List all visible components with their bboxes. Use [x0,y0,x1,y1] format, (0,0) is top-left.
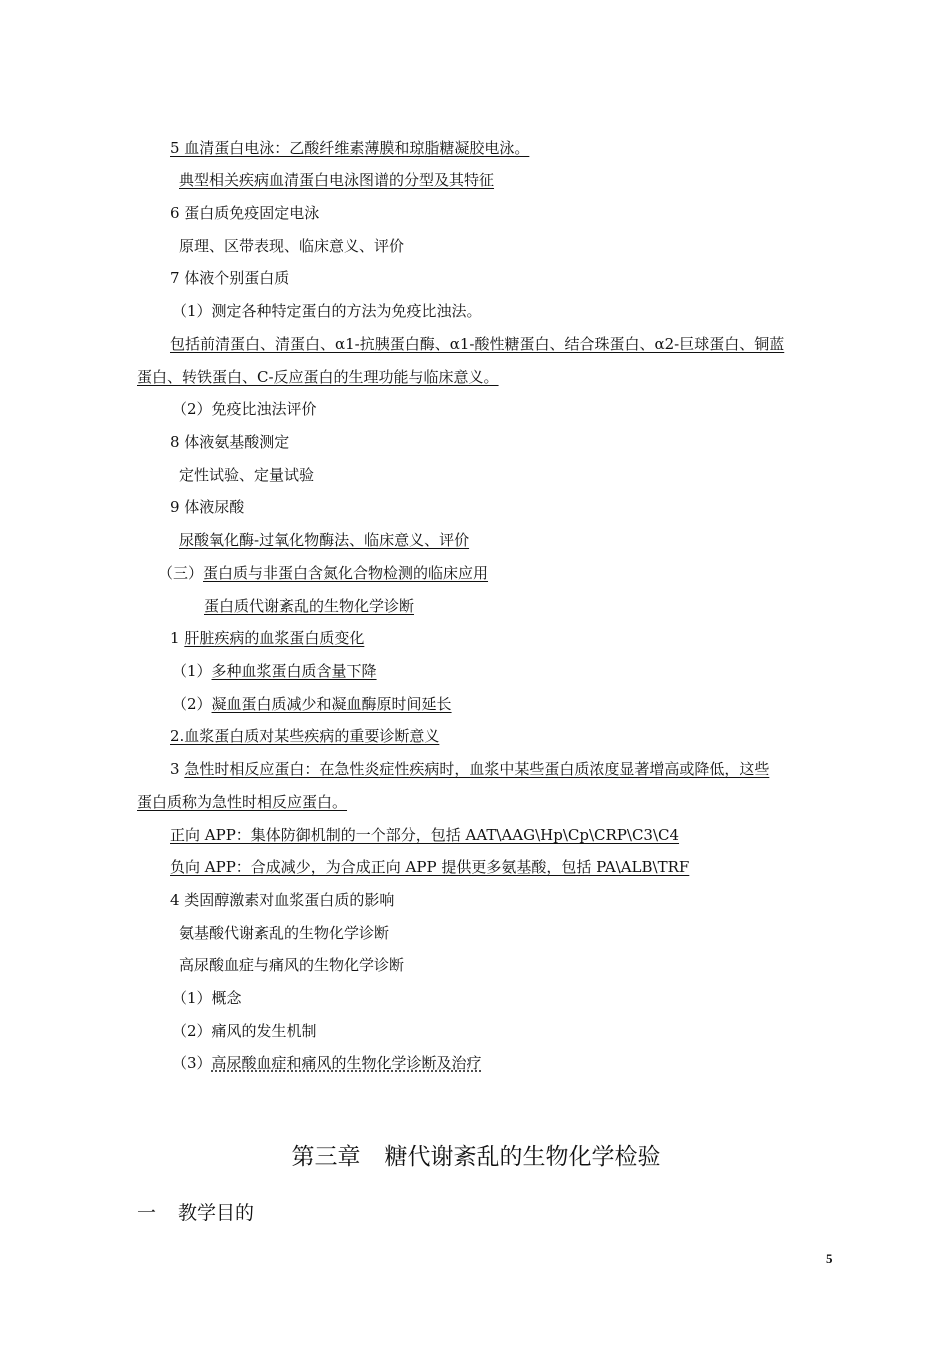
text-line: 8 体液氨基酸测定 [170,433,290,451]
text-line [170,759,769,779]
chapter-title: 糖代谢紊乱的生物化学检验 [384,1144,661,1170]
section-heading [137,1200,254,1226]
text-line: 4 类固醇激素对血浆蛋白质的影响 [170,891,395,909]
text-line [170,628,364,648]
chapter-number: 第三章 [291,1144,361,1170]
line-text: 多种血浆蛋白质含量下降 [211,662,377,680]
line-prefix: （1） [172,662,212,680]
line-text: 急性时相反应蛋白：在急性炎症性疾病时，血浆中某些蛋白质浓度显著增高或降低，这些 [184,760,770,778]
text-line: 5 血清蛋白电泳：乙酸纤维素薄膜和琼脂糖凝胶电泳。 [170,139,530,157]
line-prefix: （三） [158,564,204,582]
text-line: 蛋白质称为急性时相反应蛋白。 [137,793,348,811]
chapter-heading [0,1142,952,1172]
text-line: 包括前清蛋白、清蛋白、α1-抗胰蛋白酶、α1-酸性糖蛋白、结合珠蛋白、α2-巨球蛋白、铜蓝 [170,335,785,353]
section-title: 教学目的 [178,1202,255,1224]
text-line: 典型相关疾病血清蛋白电泳图谱的分型及其特征 [179,171,495,189]
text-line: （1）测定各种特定蛋白的方法为免疫比浊法。 [172,302,482,320]
line-text: 蛋白质与非蛋白含氮化合物检测的临床应用 [203,564,489,582]
line-text: 高尿酸血症和痛风的生物化学诊断及治疗 [211,1054,482,1072]
text-line: 负向 APP：合成减少，为合成正向 APP 提供更多氨基酸，包括 PA\ALB\TRF [170,858,690,876]
text-line: 2.血浆蛋白质对某些疾病的重要诊断意义 [170,727,440,745]
line-prefix: （3） [172,1054,212,1072]
text-line: （2）痛风的发生机制 [172,1022,317,1040]
text-line: 高尿酸血症与痛风的生物化学诊断 [179,956,405,974]
line-text: 凝血蛋白质减少和凝血酶原时间延长 [211,695,452,713]
text-line: 正向 APP：集体防御机制的一个部分，包括 AAT\AAG\Hp\Cp\CRP\C3\C4 [170,826,680,844]
text-line: 7 体液个别蛋白质 [170,269,290,287]
line-prefix: 3 [170,760,185,778]
line-prefix: 1 [170,629,185,647]
section-number: 一 [137,1202,157,1224]
line-prefix: （2） [172,695,212,713]
text-line [158,563,488,583]
text-line: 氨基酸代谢紊乱的生物化学诊断 [179,924,390,942]
text-line: 蛋白、转铁蛋白、C-反应蛋白的生理功能与临床意义。 [137,368,499,386]
text-line [172,694,452,714]
text-line: （2）免疫比浊法评价 [172,400,317,418]
text-line: 原理、区带表现、临床意义、评价 [179,237,405,255]
text-line: 定性试验、定量试验 [179,466,315,484]
text-line: 6 蛋白质免疫固定电泳 [170,204,320,222]
text-line: 尿酸氧化酶-过氧化物酶法、临床意义、评价 [179,531,470,549]
text-line [172,661,377,681]
text-line: 蛋白质代谢紊乱的生物化学诊断 [204,597,415,615]
text-line [172,1053,482,1073]
line-text: 肝脏疾病的血浆蛋白质变化 [184,629,365,647]
page-number: 5 [826,1251,833,1266]
text-line: （1）概念 [172,989,242,1007]
text-line: 9 体液尿酸 [170,498,245,516]
